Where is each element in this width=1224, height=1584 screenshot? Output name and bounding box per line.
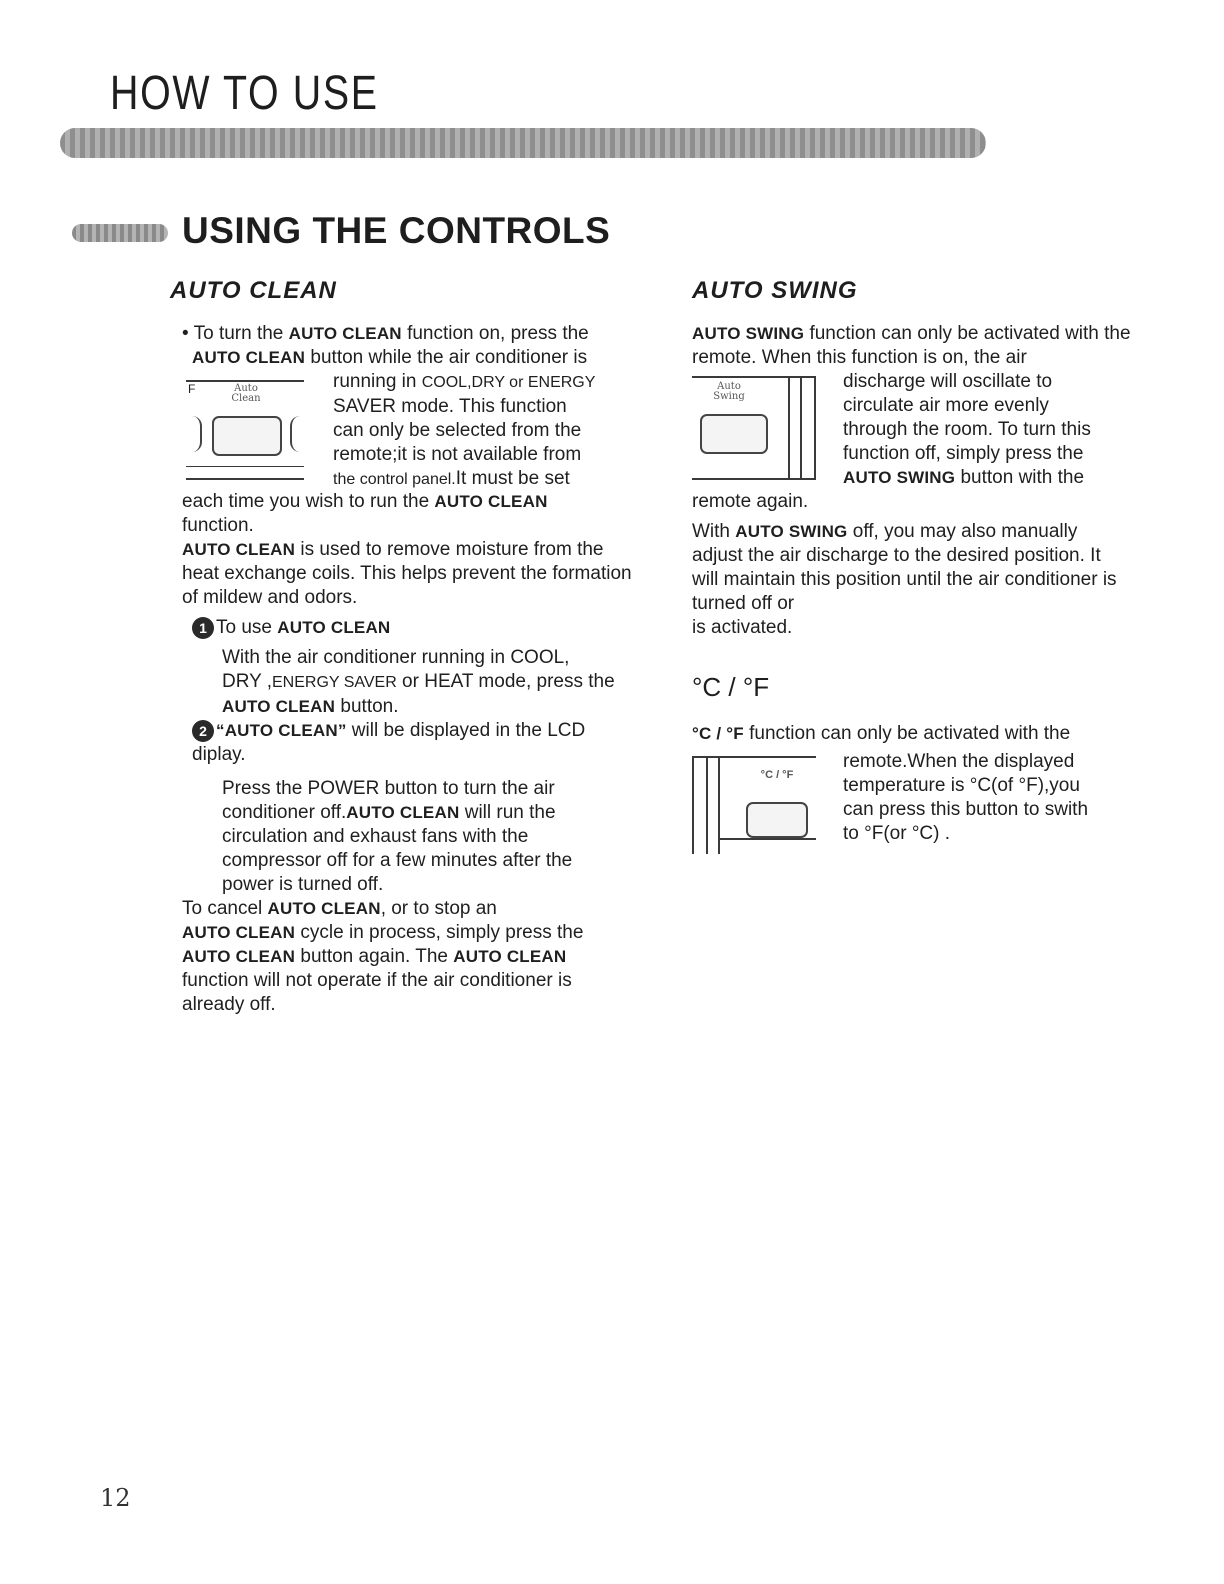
auto-clean-heading: AUTO CLEAN <box>170 277 337 304</box>
cf-wrap-block: °C / °F remote.When the displayed temperature is °C(of °F),you can press this button to swith to °F(or °C) . <box>692 746 1132 856</box>
auto-swing-button-illustration: Auto Swing <box>692 376 816 480</box>
page-number: 12 <box>100 1484 131 1512</box>
auto-swing-column: AUTO SWING function can only be activated with the remote. When this function is on, the air Auto Swing discharge will oscillate to circulate air more evenly through the room. To turn this function off, simply press the AUTO SWING button with the remote again. With AUTO SWING off, you may also manually adjust the air discharge to the desired position. It will maintain this position until the air conditioner is turned off or is activated. <box>692 323 1131 638</box>
step-1-number-icon: 1 <box>192 617 214 639</box>
section-decorative-pill <box>72 224 168 242</box>
auto-clean-column: • To turn the AUTO CLEAN function on, press the AUTO CLEAN button while the air conditioner is F Auto Clean running in COOL,DRY or ENERGY SAVER mode. This function can only be selected from the remote;it is not available from the control panel.It must be set each time you wish to run the AUTO CLEAN function. AUTO CLEAN is used to remove moisture from the heat exchange coils. This helps prevent the formation of mildew and odors. 1 To use AUTO CLEAN With the air conditioner running in COOL, DRY ,ENERGY SAVER or HEAT mode, press the AUTO CLEAN button. 2 “AUTO CLEAN” will be displayed in the LCD diplay. Press the POWER button to turn the air conditioner off.AUTO CLEAN will run the circulation and exhaust fans with the compressor off for a few minutes after the power is turned off. To cancel AUTO CLEAN, or to stop an AUTO CLEAN cycle in process, simply press the AUTO CLEAN button again. The AUTO CLEAN function will not operate if the air conditioner is already off. <box>172 322 642 1017</box>
cf-column: °C / °F function can only be activated with the °C / °F remote.When the displayed temperature is °C(of °F),you can press this button to swith to °F(or °C) . <box>692 722 1132 856</box>
header-decorative-bar <box>60 128 986 158</box>
step-1: 1 To use AUTO CLEAN <box>172 616 642 640</box>
auto-clean-intro: • To turn the AUTO CLEAN function on, press the AUTO CLEAN button while the air conditioner is <box>182 323 589 368</box>
cf-heading: °C / °F <box>692 672 770 702</box>
auto-swing-button-icon <box>700 414 768 454</box>
page-header-title: HOW TO USE <box>110 67 379 120</box>
auto-clean-button-icon <box>212 416 282 456</box>
auto-clean-power-note: Press the POWER button to turn the air conditioner off.AUTO CLEAN will run the circulation and exhaust fans with the compressor off for a few minutes after the power is turned off. <box>222 778 573 895</box>
step-2: 2 “AUTO CLEAN” will be displayed in the LCD diplay. <box>192 720 586 765</box>
cf-button-illustration: °C / °F <box>692 756 816 854</box>
auto-swing-manual-note: With AUTO SWING off, you may also manually adjust the air discharge to the desired position. It will maintain this position until the air conditioner is turned off or is activated. <box>692 521 1117 638</box>
auto-swing-wrap-block: Auto Swing discharge will oscillate to circulate air more evenly through the room. To turn this function off, simply press the AUTO SWING button with the <box>692 370 1132 490</box>
auto-clean-button-illustration: F Auto Clean <box>186 380 304 480</box>
cf-button-icon <box>746 802 808 838</box>
step-2-number-icon: 2 <box>192 720 214 742</box>
auto-clean-cancel-note: To cancel AUTO CLEAN, or to stop an AUTO CLEAN cycle in process, simply press the AUTO CLEAN button again. The AUTO CLEAN function will not operate if the air conditioner is already off. <box>182 898 584 1015</box>
section-title: USING THE CONTROLS <box>182 210 611 251</box>
auto-clean-wrap-block: F Auto Clean running in COOL,DRY or ENERGY SAVER mode. This function can only be selected from the remote;it is not available from the control panel.It must be set <box>188 371 596 489</box>
auto-clean-purpose: AUTO CLEAN is used to remove moisture from the heat exchange coils. This helps prevent the formation of mildew and odors. <box>182 539 632 608</box>
auto-swing-heading: AUTO SWING <box>692 277 858 304</box>
bullet: • <box>182 323 189 344</box>
